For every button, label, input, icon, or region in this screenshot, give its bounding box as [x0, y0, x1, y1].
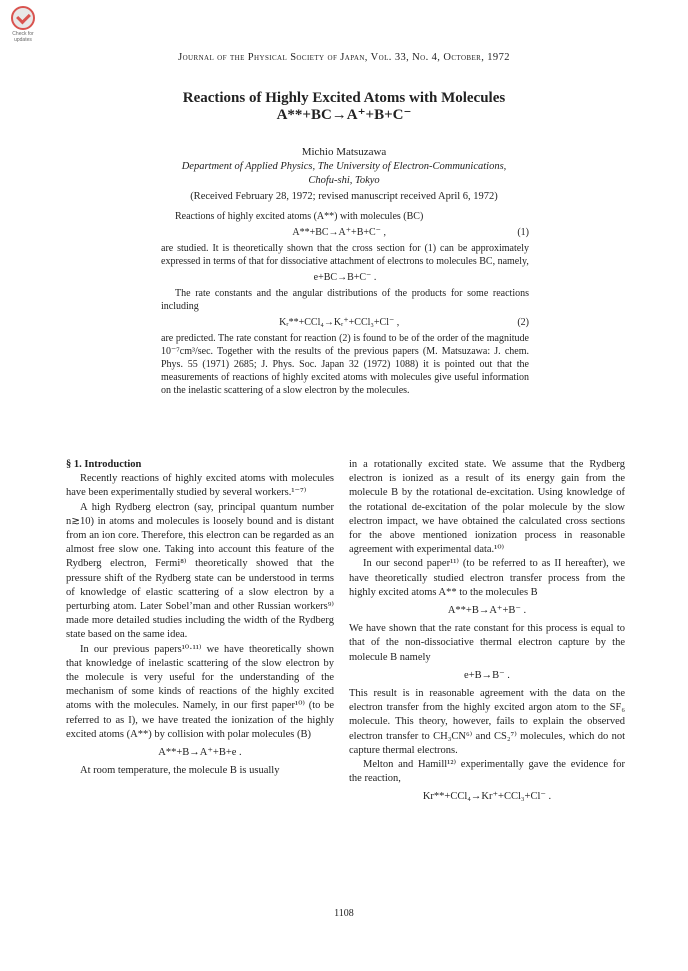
paper-title	[0, 90, 688, 124]
body-paragraph: At room temperature, the molecule B is usually	[80, 765, 280, 777]
right-column	[349, 458, 625, 809]
equation-2-body: Kᵣ**+CCl₄→Kᵣ⁺+CCl₃+Cl⁻ ,	[279, 317, 400, 328]
abstract-paragraph: Reactions of highly excited atoms (A**) with molecules (BC)	[175, 211, 424, 222]
equation-2-number: (2)	[517, 317, 529, 328]
left-column	[66, 458, 334, 778]
equation: A**+B→A⁺+B⁻ .	[447, 605, 527, 617]
page-number: 1108	[334, 908, 354, 919]
received-dates: (Received February 28, 1972; revised manuscript received April 6, 1972)	[190, 191, 498, 202]
author: Michio Matsuzawa	[301, 146, 387, 158]
body-paragraph: This result is in reasonable agreement with the data on the electron transfer from the highly excited argon atom to the SF₆ molecule. This theory, however, fails to explain the observed electron transfer to CH₃CN⁶⁾ and CS₂⁷⁾ molecules, which do not capture thermal electrons.	[349, 688, 625, 756]
equation-body: e+BC→B+C⁻ .	[313, 272, 377, 283]
affiliation	[0, 160, 688, 188]
affiliation-line-2: Chofu-shi, Tokyo	[308, 175, 380, 186]
body-paragraph: In our second paper¹¹⁾ (to be referred to as II hereafter), we have theoretically studied electron transfer process from the highly excited atoms A** to the molecules B	[349, 558, 625, 598]
equation-1-number: (1)	[517, 227, 529, 238]
body-paragraph: Recently reactions of highly excited atoms with molecules have been experimentally studied by several workers.¹⁻⁷⁾	[66, 473, 334, 499]
abstract	[161, 210, 529, 397]
body-paragraph: Melton and Hamill¹²⁾ experimentally gave the evidence for the reaction,	[349, 759, 625, 785]
check-for-updates-badge[interactable]	[8, 6, 38, 43]
body-paragraph: In our previous papers¹⁰·¹¹⁾ we have theoretically shown that knowledge of inelastic scattering of the slow electron by the molecule is very useful for the understanding of the mechanism of some kinds of reactions of the highly excited atoms with the molecules. Namely, in our first paper¹⁰⁾ (to be referred to as I), we have treated the ionization of the highly excited atoms (A**) by collision with polar molecules (B)	[66, 643, 334, 740]
equation-1	[161, 226, 529, 239]
badge-label: Check for updates	[12, 31, 34, 43]
equation-electron-attachment	[161, 271, 529, 284]
title-line-1: Reactions of Highly Excited Atoms with Molecules	[182, 90, 506, 106]
equation: e+B→B⁻ .	[464, 669, 510, 681]
equation-1-body: A**+BC→A⁺+B+C⁻ ,	[292, 227, 386, 238]
title-line-2: A**+BC→A⁺+B+C⁻	[276, 107, 412, 123]
body-paragraph: in a rotationally excited state. We assume that the Rydberg electron is ionized as a result of its energy gain from the molecule B by the rotational de-excitation. Using knowledge of the rotational de-excitation of the polar molecule by the slow electron impact, we have obtained the calculated cross sections for the above mentioned ionization process in reasonable agreement with experimental data.¹⁰⁾	[349, 459, 625, 556]
journal-header: Journal of the Physical Society of Japan, Vol. 33, No. 4, October, 1972	[178, 52, 510, 63]
abstract-paragraph: are predicted. The rate constant for reaction (2) is found to be of the order of the magnitude 10⁻⁷cm³/sec. Together with the results of the previous papers (M. Matsuzawa: J. chem. Phys. 55 (1971) 2685; J. Phys. Soc. Japan 32 (1972) 1088) it is pointed out that the measurements of reactions of highly excited atoms with molecules give useful information on the inelastic scattering of a slow electron by the molecules.	[161, 333, 529, 396]
affiliation-line-1: Department of Applied Physics, The University of Electron-Communications,	[181, 161, 507, 172]
abstract-paragraph: The rate constants and the angular distributions of the products for some reactions including	[161, 288, 529, 312]
body-paragraph: We have shown that the rate constant for this process is equal to that of the non-dissociative thermal electron capture by the molecule B namely	[349, 623, 625, 663]
check-icon	[11, 6, 35, 30]
equation-2	[161, 316, 529, 329]
equation: Kr**+CCl₄→Kr⁺+CCl₃+Cl⁻ .	[422, 791, 552, 803]
equation: A**+B→A⁺+B+e .	[158, 747, 242, 759]
section-heading: § 1. Introduction	[66, 459, 142, 470]
body-paragraph: A high Rydberg electron (say, principal quantum number n≳10) in atoms and molecules is loosely bound and is distant from an ion core. Therefore, this electron can be regarded as an almost free slow one. Taking into account this feature of the Rydberg electron, Fermi⁸⁾ theoretically showed that the pressure shift of the Rydberg state can be understood in terms of knowledge of elastic scattering of a slow electron by a perturbing atom. Later Sobel’man and other Russian workers⁹⁾ made more detailed studies including the width of the Rydberg state based on the same idea.	[66, 501, 334, 641]
abstract-paragraph: are studied. It is theoretically shown that the cross section for (1) can be approximately expressed in terms of that for dissociative attachment of electrons to molecules BC, namely,	[161, 243, 529, 267]
